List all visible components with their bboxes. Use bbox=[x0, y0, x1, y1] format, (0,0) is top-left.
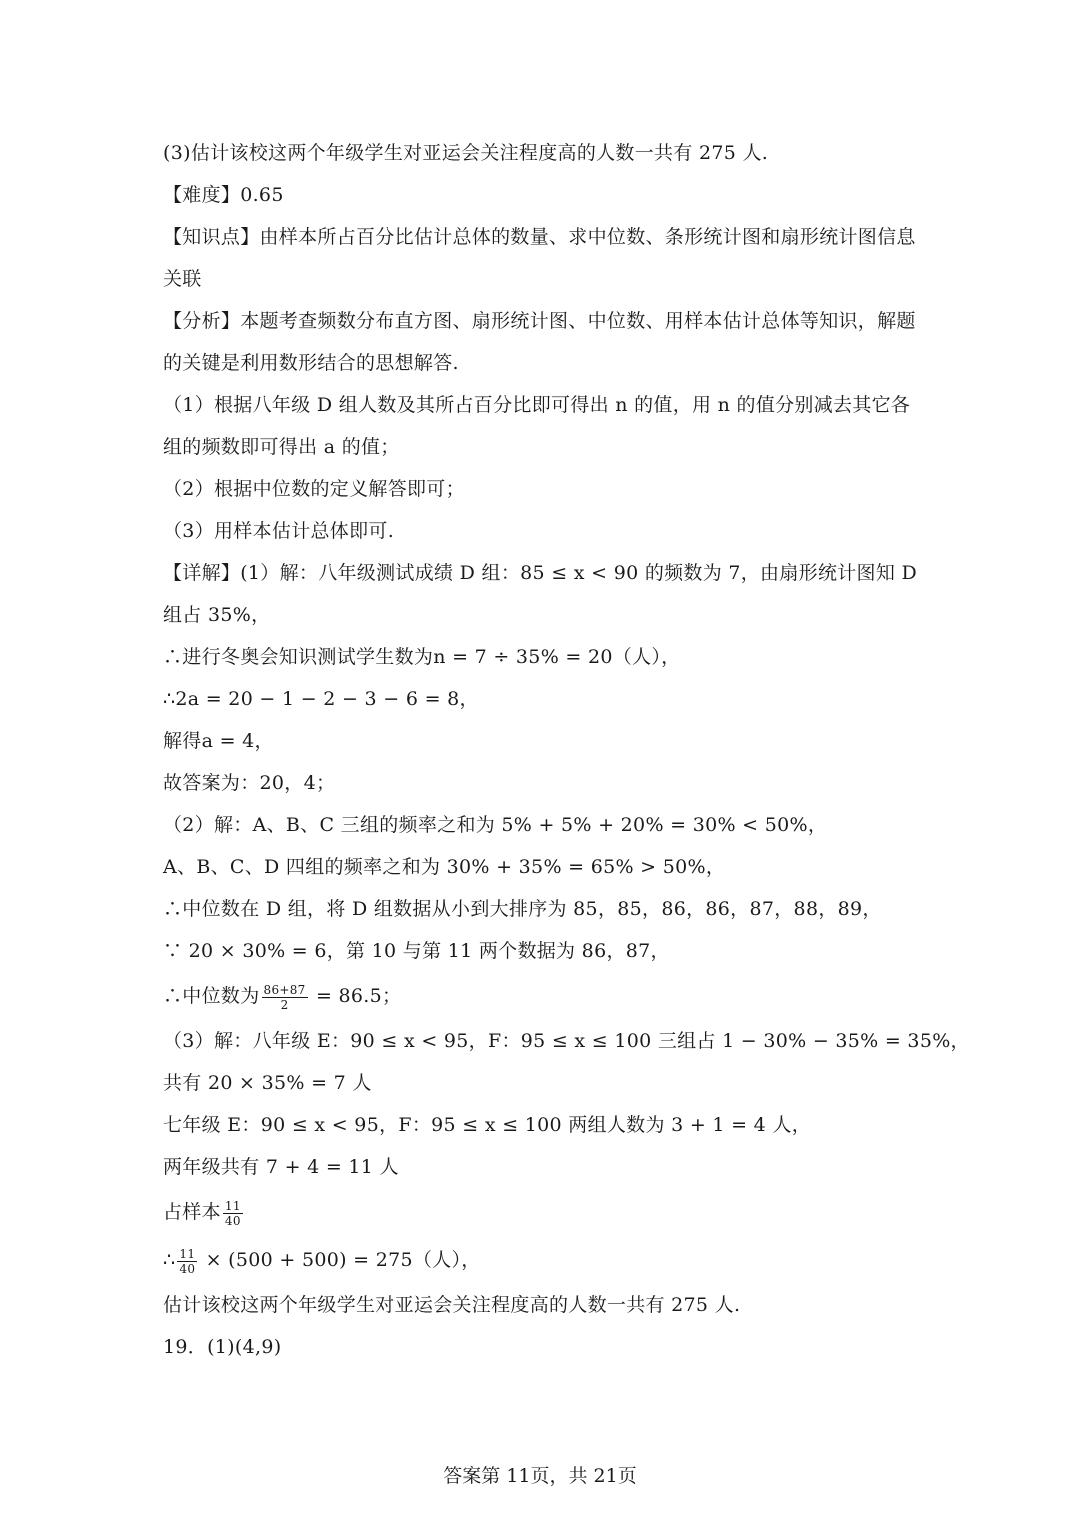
fraction-denominator: 2 bbox=[280, 997, 289, 1012]
analysis-step-1: （1）根据八年级 D 组人数及其所占百分比即可得出 n 的值，用 n 的值分别减去其它各组的频数即可得出 a 的值； bbox=[163, 394, 911, 458]
difficulty-line: 【难度】0.65 bbox=[163, 184, 284, 206]
text-line: （2）解：A、B、C 三组的频率之和为 5% + 5% + 20% = 30% < 50%， bbox=[163, 814, 828, 836]
text-line: 解得a = 4， bbox=[163, 730, 274, 752]
fraction-denominator: 40 bbox=[179, 1261, 196, 1276]
text-line: ∴2a = 20 − 1 − 2 − 3 − 6 = 8， bbox=[163, 688, 479, 710]
analysis-step-2: （2）根据中位数的定义解答即可； bbox=[163, 478, 465, 500]
sample-line bbox=[163, 1188, 923, 1236]
text-line: A、B、C、D 四组的频率之和为 30% + 35% = 65% > 50%， bbox=[163, 856, 726, 878]
calc-fraction bbox=[177, 1247, 197, 1276]
conclusion-line: 估计该校这两个年级学生对亚运会关注程度高的人数一共有 275 人. bbox=[163, 1294, 741, 1316]
median-prefix: ∴中位数为 bbox=[163, 985, 260, 1007]
analysis-line: 【分析】本题考查频数分布直方图、扇形统计图、中位数、用样本估计总体等知识，解题的关键是利用数形结合的思想解答. bbox=[163, 310, 916, 374]
calc-line bbox=[163, 1236, 923, 1284]
text-line: （3）解：八年级 E：90 ≤ x < 95，F：95 ≤ x ≤ 100 三组占 1 − 30% − 35% = 35%， bbox=[163, 1030, 970, 1052]
fraction-numerator: 11 bbox=[179, 1246, 196, 1261]
question-19-line: 19．(1)(4,9) bbox=[163, 1336, 282, 1358]
text-line: 七年级 E：90 ≤ x < 95，F：95 ≤ x ≤ 100 两组人数为 3 + 1 = 4 人， bbox=[163, 1114, 811, 1136]
text-line: 故答案为：20，4； bbox=[163, 772, 336, 794]
fraction-numerator: 86+87 bbox=[263, 982, 306, 997]
sample-fraction bbox=[223, 1199, 243, 1228]
knowledge-point-line: 【知识点】由样本所占百分比估计总体的数量、求中位数、条形统计图和扇形统计图信息关联 bbox=[163, 226, 916, 290]
calc-suffix: × (500 + 500) = 275（人）， bbox=[199, 1249, 481, 1271]
sample-prefix: 占样本 bbox=[163, 1201, 221, 1223]
detail-line: 【详解】(1）解：八年级测试成绩 D 组：85 ≤ x < 90 的频数为 7，由扇形统计图知 D 组占 35%， bbox=[163, 562, 918, 626]
answer-content bbox=[163, 132, 970, 1368]
median-line bbox=[163, 972, 923, 1020]
page-footer: 答案第 11页，共 21页 bbox=[443, 1465, 637, 1487]
text-line: ∴中位数在 D 组，将 D 组数据从小到大排序为 85，85，86，86，87，88，89， bbox=[163, 898, 882, 920]
analysis-step-3: （3）用样本估计总体即可. bbox=[163, 520, 395, 542]
fraction-denominator: 40 bbox=[224, 1213, 241, 1228]
text-line: 共有 20 × 35% = 7 人 bbox=[163, 1072, 372, 1094]
median-fraction bbox=[262, 983, 308, 1012]
median-suffix: = 86.5； bbox=[309, 985, 402, 1007]
calc-prefix: ∴ bbox=[163, 1249, 176, 1271]
text-line: 两年级共有 7 + 4 = 11 人 bbox=[163, 1156, 399, 1178]
text-line: ∴进行冬奥会知识测试学生数为n = 7 ÷ 35% = 20（人）， bbox=[163, 646, 681, 668]
fraction-numerator: 11 bbox=[224, 1198, 241, 1213]
text-line: ∵ 20 × 30% = 6，第 10 与第 11 两个数据为 86，87， bbox=[163, 940, 670, 962]
text-line: (3)估计该校这两个年级学生对亚运会关注程度高的人数一共有 275 人. bbox=[163, 142, 769, 164]
